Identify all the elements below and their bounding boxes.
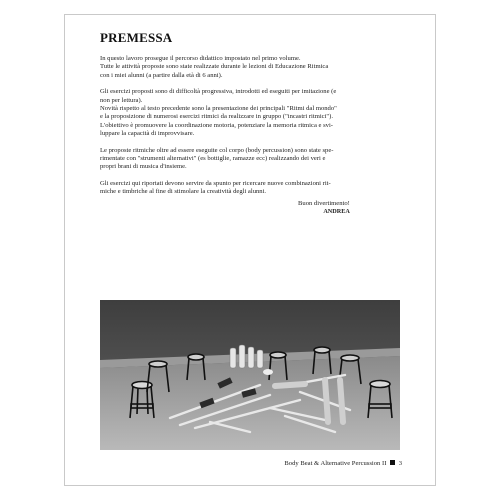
paragraph-line: Gli esercizi proposti sono di difficoltà progressiva, introdotti ed eseguiti per imitazione (e — [100, 88, 337, 96]
paragraph-line: non per lettura). — [100, 96, 143, 104]
paragraph-line: Novità rispetto al testo precedente sono la presentazione dei principali "Ritmi dal mondo" — [100, 105, 337, 113]
square-bullet-icon — [390, 460, 395, 465]
text-block — [100, 30, 405, 205]
paragraph-line: Gli esercizi qui riportati devono servire da spunto per ricercare nuove combinazioni rit- — [100, 179, 331, 187]
paragraph-line: L'obiettivo è promuovere la coordinazione motoria, potenziare la memoria ritmica e svi- — [100, 121, 333, 129]
paragraph-line: In questo lavoro prosegue il percorso didattico impostato nel primo volume. — [100, 55, 301, 62]
paragraph-line: luppare la capacità di improvvisare. — [100, 130, 195, 138]
paragraph-line: Tutte le attività proposte sono state realizzate durante le lezioni di Educazione Ritmica — [100, 63, 329, 71]
paragraph-line: e la proposizione di numerosi esercizi ritmici da realizzare in gruppo ("incastri ritmici"). — [100, 113, 333, 121]
paragraph-line: Le proposte ritmiche oltre ad essere eseguite col corpo (body percussion) sono state spe- — [100, 146, 334, 154]
paragraph-line: rimentate con "strumenti alternativi" (es bottiglie, ramazze ecc) realizzando dei veri e — [100, 155, 326, 163]
paragraph-2 — [100, 88, 405, 138]
paragraph-line: con i miei alunni (a partire dalla età di 6 anni). — [100, 71, 223, 79]
page-title: PREMESSA — [100, 30, 173, 45]
paragraph-4 — [100, 180, 405, 197]
page-number: 3 — [398, 460, 402, 467]
page-footer — [230, 460, 402, 467]
instruments-illustration — [100, 300, 400, 450]
signature: ANDREA — [323, 208, 350, 216]
paragraph-3 — [100, 147, 405, 172]
paragraph-line: propri brani di musica d'insieme. — [100, 163, 187, 171]
footer-title: Body Beat & Alternative Percussion II — [284, 460, 387, 467]
paragraph-1 — [100, 55, 405, 80]
paragraph-line: miche e timbriche al fine di stimolare la creatività degli alunni. — [100, 188, 267, 196]
closing-text: Buon divertimento! — [298, 200, 350, 207]
closing-block — [298, 200, 350, 217]
instruments-photo — [100, 300, 400, 450]
